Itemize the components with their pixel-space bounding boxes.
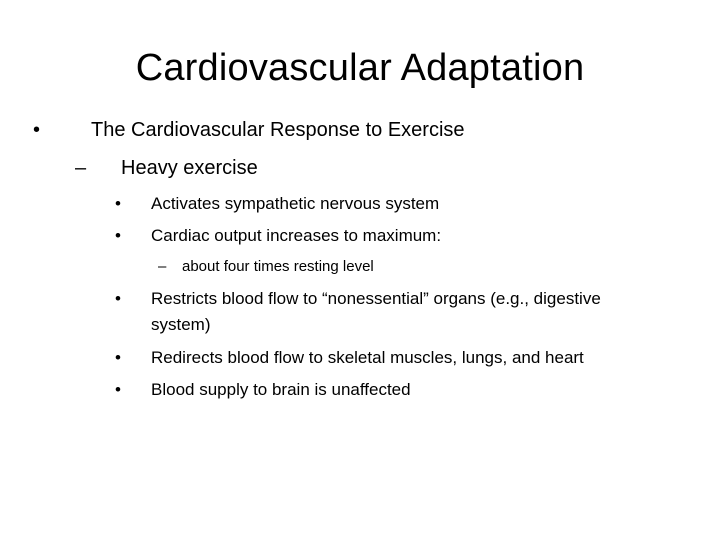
- subheading-heavy-exercise: Heavy exercise: [121, 157, 258, 179]
- bullet-point-1: •: [115, 194, 121, 213]
- subpoint-four-times-resting: about four times resting level: [182, 258, 374, 275]
- dash-subpoint: –: [158, 258, 167, 275]
- bullet-level1: •: [33, 119, 41, 141]
- dash-level2: –: [75, 157, 87, 179]
- heading-response-to-exercise: The Cardiovascular Response to Exercise: [91, 119, 465, 141]
- point-brain-blood-supply: Blood supply to brain is unaffected: [151, 380, 411, 399]
- point-cardiac-output: Cardiac output increases to maximum:: [151, 226, 442, 245]
- bullet-point-5: •: [115, 380, 121, 399]
- point-restricts-blood-flow: Restricts blood flow to “nonessential” organs (e.g., digestive system): [151, 289, 601, 334]
- point-redirects-blood-flow: Redirects blood flow to skeletal muscles, lungs, and heart: [151, 348, 584, 367]
- bullet-point-2: •: [115, 226, 121, 245]
- bullet-point-4: •: [115, 348, 121, 367]
- point-sympathetic-nervous-system: Activates sympathetic nervous system: [151, 194, 440, 213]
- bullet-point-3: •: [115, 289, 121, 308]
- slide-title: Cardiovascular Adaptation: [135, 47, 585, 89]
